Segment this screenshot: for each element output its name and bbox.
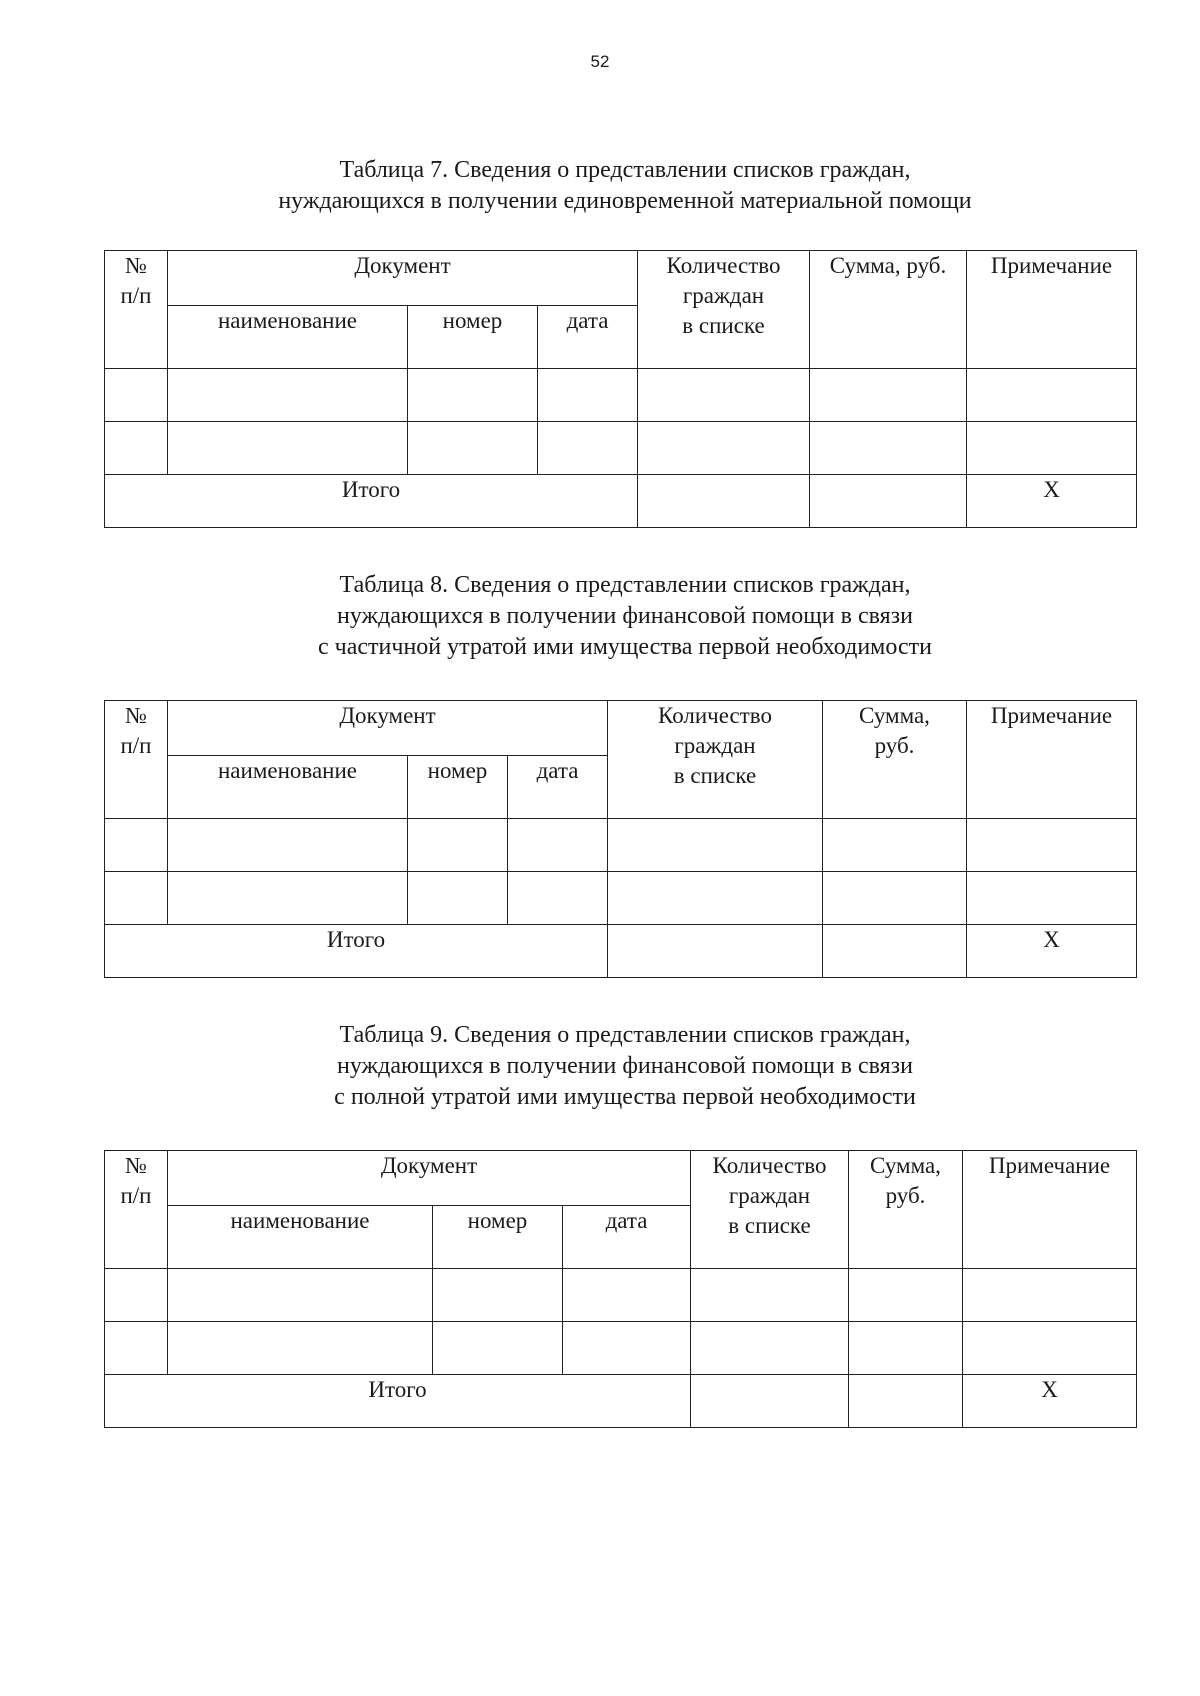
header-number: номер <box>433 1206 563 1269</box>
page-number: 52 <box>590 52 610 71</box>
cell[interactable] <box>408 872 508 925</box>
cell[interactable] <box>608 819 823 872</box>
cell[interactable] <box>691 1269 849 1322</box>
total-quantity-cell[interactable] <box>608 925 823 978</box>
total-note-cell: Х <box>967 475 1137 528</box>
caption-line: нуждающихся в получении финансовой помощи в связи <box>337 1053 913 1079</box>
cell[interactable] <box>563 1269 691 1322</box>
table-8-caption <box>0 570 1200 663</box>
cell[interactable] <box>105 422 168 475</box>
total-row <box>105 1375 1137 1428</box>
cell[interactable] <box>638 422 810 475</box>
table-7 <box>104 250 1137 528</box>
table-row <box>105 872 1137 925</box>
total-sum-cell[interactable] <box>823 925 967 978</box>
cell[interactable] <box>508 872 608 925</box>
header-quantity: Количество граждан в списке <box>691 1151 849 1269</box>
cell[interactable] <box>105 1269 168 1322</box>
table-8 <box>104 700 1137 978</box>
header-note: Примечание <box>967 251 1137 369</box>
header-sum: Сумма, руб. <box>823 701 967 819</box>
cell[interactable] <box>168 369 408 422</box>
cell[interactable] <box>538 422 638 475</box>
caption-line: Таблица 8. Сведения о представлении списков граждан, <box>339 572 911 598</box>
table-row <box>105 422 1137 475</box>
header-document: Документ <box>168 251 638 306</box>
cell[interactable] <box>963 1322 1137 1375</box>
header-note: Примечание <box>963 1151 1137 1269</box>
cell[interactable] <box>563 1322 691 1375</box>
table-7-caption <box>0 155 1200 217</box>
cell[interactable] <box>105 819 168 872</box>
header-num: № п/п <box>105 701 168 819</box>
table-row <box>105 1322 1137 1375</box>
table-9-caption <box>0 1020 1200 1113</box>
caption-line: с полной утратой ими имущества первой необходимости <box>334 1084 916 1110</box>
caption-line: нуждающихся в получении финансовой помощи в связи <box>337 603 913 629</box>
cell[interactable] <box>168 872 408 925</box>
total-label: Итого <box>105 925 608 978</box>
cell[interactable] <box>810 422 967 475</box>
cell[interactable] <box>538 369 638 422</box>
cell[interactable] <box>168 422 408 475</box>
cell[interactable] <box>967 872 1137 925</box>
total-row <box>105 925 1137 978</box>
header-number: номер <box>408 756 508 819</box>
table-row <box>105 369 1137 422</box>
total-quantity-cell[interactable] <box>691 1375 849 1428</box>
caption-line: нуждающихся в получении единовременной материальной помощи <box>278 188 972 214</box>
header-name: наименование <box>168 756 408 819</box>
cell[interactable] <box>433 1269 563 1322</box>
header-num: № п/п <box>105 1151 168 1269</box>
cell[interactable] <box>810 369 967 422</box>
header-name: наименование <box>168 306 408 369</box>
cell[interactable] <box>433 1322 563 1375</box>
caption-line: Таблица 9. Сведения о представлении списков граждан, <box>339 1022 911 1048</box>
total-row <box>105 475 1137 528</box>
header-sum: Сумма, руб. <box>849 1151 963 1269</box>
header-note: Примечание <box>967 701 1137 819</box>
cell[interactable] <box>963 1269 1137 1322</box>
total-quantity-cell[interactable] <box>638 475 810 528</box>
total-sum-cell[interactable] <box>810 475 967 528</box>
cell[interactable] <box>691 1322 849 1375</box>
caption-line: с частичной утратой ими имущества первой необходимости <box>318 634 932 660</box>
header-num: № п/п <box>105 251 168 369</box>
cell[interactable] <box>967 819 1137 872</box>
header-date: дата <box>508 756 608 819</box>
cell[interactable] <box>508 819 608 872</box>
cell[interactable] <box>823 819 967 872</box>
total-label: Итого <box>105 1375 691 1428</box>
total-sum-cell[interactable] <box>849 1375 963 1428</box>
caption-line: Таблица 7. Сведения о представлении списков граждан, <box>339 157 911 183</box>
cell[interactable] <box>168 819 408 872</box>
header-document: Документ <box>168 1151 691 1206</box>
cell[interactable] <box>608 872 823 925</box>
header-quantity: Количество граждан в списке <box>608 701 823 819</box>
header-sum: Сумма, руб. <box>810 251 967 369</box>
cell[interactable] <box>849 1269 963 1322</box>
total-note-cell: Х <box>963 1375 1137 1428</box>
cell[interactable] <box>967 369 1137 422</box>
cell[interactable] <box>408 422 538 475</box>
header-date: дата <box>538 306 638 369</box>
cell[interactable] <box>408 369 538 422</box>
total-label: Итого <box>105 475 638 528</box>
header-quantity: Количество граждан в списке <box>638 251 810 369</box>
cell[interactable] <box>823 872 967 925</box>
header-number: номер <box>408 306 538 369</box>
cell[interactable] <box>967 422 1137 475</box>
total-note-cell: Х <box>967 925 1137 978</box>
header-date: дата <box>563 1206 691 1269</box>
cell[interactable] <box>849 1322 963 1375</box>
table-9 <box>104 1150 1137 1428</box>
cell[interactable] <box>408 819 508 872</box>
cell[interactable] <box>105 872 168 925</box>
cell[interactable] <box>105 369 168 422</box>
cell[interactable] <box>105 1322 168 1375</box>
table-row <box>105 819 1137 872</box>
header-name: наименование <box>168 1206 433 1269</box>
table-row <box>105 1269 1137 1322</box>
cell[interactable] <box>168 1269 433 1322</box>
cell[interactable] <box>168 1322 433 1375</box>
header-document: Документ <box>168 701 608 756</box>
cell[interactable] <box>638 369 810 422</box>
